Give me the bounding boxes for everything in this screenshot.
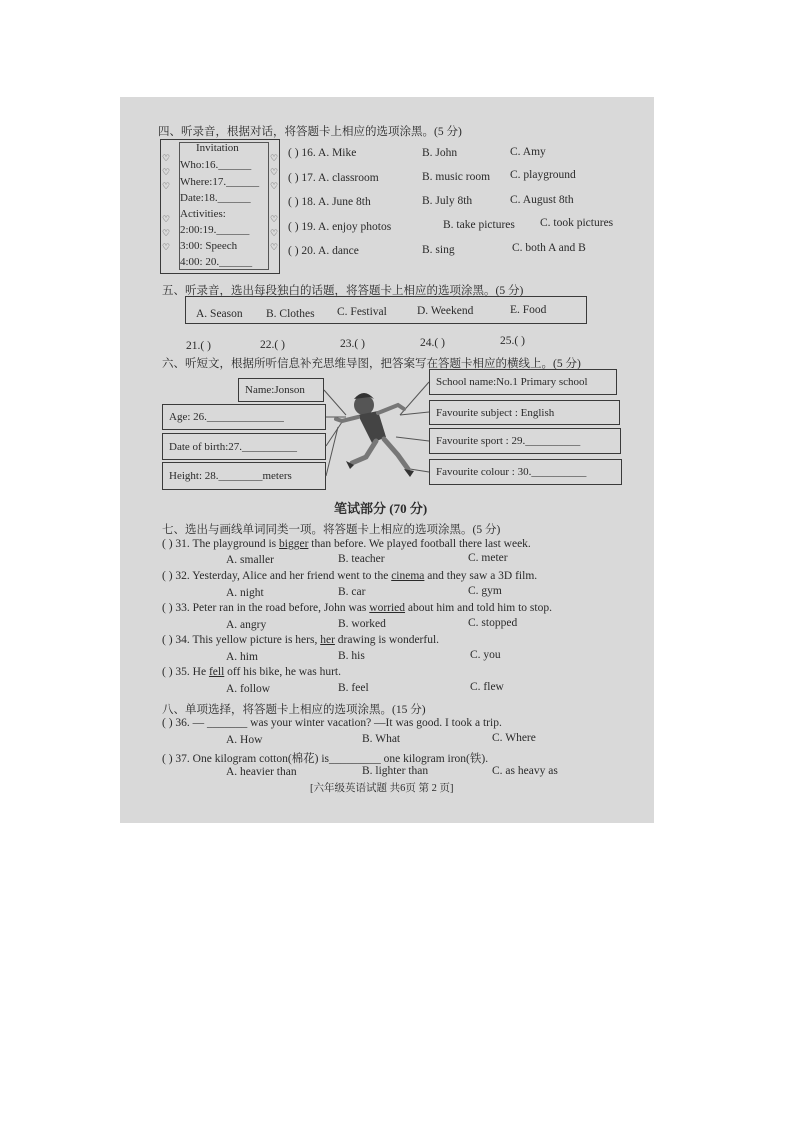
- section8-title: 八、单项选择，将答题卡上相应的选项涂黑。(15 分): [162, 704, 426, 716]
- option-36c: C. Where: [492, 732, 536, 744]
- option-32a: A. night: [226, 587, 264, 599]
- question-36: ( ) 36. — _______ was your winter vacation? —It was good. I took a trip.: [162, 717, 502, 729]
- heart-icon: ♡: [162, 228, 171, 238]
- question-18: ( ) 18. A. June 8th: [288, 196, 371, 208]
- invitation-line: 4:00: 20.______: [180, 256, 253, 268]
- option-33c: C. stopped: [468, 617, 518, 629]
- option-32b: B. car: [338, 586, 366, 598]
- answer-25: 25.( ): [500, 335, 525, 347]
- option-36b: B. What: [362, 733, 401, 745]
- option-32c: C. gym: [468, 585, 502, 597]
- answer-23: 23.( ): [340, 338, 365, 350]
- answer-21: 21.( ): [186, 340, 211, 352]
- topic-option-b: B. Clothes: [266, 308, 315, 320]
- option-31a: A. smaller: [226, 554, 274, 566]
- heart-icon: ♡: [162, 242, 171, 252]
- question-32: ( ) 32. Yesterday, Alice and her friend went to the cinema and they saw a 3D film.: [162, 570, 538, 582]
- option-37b: B. lighter than: [362, 765, 429, 777]
- invitation-line: Where:17.______: [180, 176, 260, 188]
- option-20b: B. sing: [422, 244, 455, 256]
- topic-option-c: C. Festival: [337, 306, 387, 318]
- answer-24: 24.( ): [420, 337, 445, 349]
- option-19b: B. take pictures: [443, 219, 515, 231]
- option-17b: B. music room: [422, 171, 491, 183]
- topic-option-d: D. Weekend: [417, 305, 474, 317]
- heart-icon: ♡: [270, 167, 279, 177]
- option-31c: C. meter: [468, 552, 508, 564]
- invitation-line: Activities:: [180, 208, 226, 220]
- question-16: ( ) 16. A. Mike: [288, 147, 357, 159]
- exam-page: [120, 97, 654, 823]
- option-19c: C. took pictures: [540, 217, 614, 229]
- option-34a: A. him: [226, 651, 258, 663]
- question-17: ( ) 17. A. classroom: [288, 172, 379, 184]
- option-34c: C. you: [470, 649, 501, 661]
- invitation-line: Date:18.______: [180, 192, 251, 204]
- question-35: ( ) 35. He fell off his bike, he was hurt.: [162, 666, 341, 678]
- invitation-line: 3:00: Speech: [180, 240, 238, 252]
- heart-icon: ♡: [270, 153, 279, 163]
- question-34: ( ) 34. This yellow picture is hers, her drawing is wonderful.: [162, 634, 440, 646]
- heart-icon: ♡: [162, 181, 171, 191]
- option-18b: B. July 8th: [422, 195, 473, 207]
- heart-icon: ♡: [270, 181, 279, 191]
- heart-icon: ♡: [162, 153, 171, 163]
- topic-option-e: E. Food: [510, 304, 547, 316]
- answer-22: 22.( ): [260, 339, 285, 351]
- option-16c: C. Amy: [510, 146, 546, 158]
- section7-title: 七、选出与画线单词同类一项。将答题卡上相应的选项涂黑。(5 分): [162, 524, 501, 536]
- mindmap-subject: Favourite subject : English: [429, 400, 620, 425]
- mindmap-colour: Favourite colour : 30.__________: [429, 459, 622, 485]
- mindmap-height: Height: 28.________meters: [162, 462, 326, 490]
- heart-icon: ♡: [270, 242, 279, 252]
- question-37: ( ) 37. One kilogram cotton(棉花) is_________ one kilogram iron(铁).: [162, 753, 489, 765]
- topic-option-a: A. Season: [196, 308, 243, 320]
- invitation-line: Who:16.______: [180, 159, 252, 171]
- mindmap-school: School name:No.1 Primary school: [429, 369, 617, 395]
- mindmap-name: Name:Jonson: [238, 378, 324, 402]
- question-33: ( ) 33. Peter ran in the road before, John was worried about him and told him to stop.: [162, 602, 552, 614]
- question-20: ( ) 20. A. dance: [288, 245, 359, 257]
- option-31b: B. teacher: [338, 553, 385, 565]
- heart-icon: ♡: [162, 214, 171, 224]
- section6-title: 六、听短文，根据所听信息补充思维导图，把答案写在答题卡相应的横线上。(5 分): [162, 358, 581, 370]
- invitation-heading: Invitation: [196, 142, 239, 154]
- option-17c: C. playground: [510, 169, 576, 181]
- option-20c: C. both A and B: [512, 242, 586, 254]
- option-33a: A. angry: [226, 619, 267, 631]
- question-31: ( ) 31. The playground is bigger than before. We played football there last week.: [162, 538, 531, 550]
- option-35a: A. follow: [226, 683, 271, 695]
- option-34b: B. his: [338, 650, 365, 662]
- mindmap-age: Age: 26.______________: [162, 404, 326, 430]
- heart-icon: ♡: [270, 228, 279, 238]
- mindmap-sport: Favourite sport : 29.__________: [429, 428, 621, 454]
- option-37c: C. as heavy as: [492, 765, 558, 777]
- running-boy-illustration: [332, 385, 428, 485]
- option-37a: A. heavier than: [226, 766, 297, 778]
- option-16b: B. John: [422, 147, 458, 159]
- section4-title: 四、听录音，根据对话，将答题卡上相应的选项涂黑。(5 分): [158, 126, 462, 138]
- option-35b: B. feel: [338, 682, 369, 694]
- written-part-title: 笔试部分 (70 分): [334, 501, 428, 516]
- invitation-line: 2:00:19.______: [180, 224, 250, 236]
- page-footer: [六年级英语试题 共6页 第 2 页]: [310, 783, 454, 794]
- heart-icon: ♡: [162, 167, 171, 177]
- option-18c: C. August 8th: [510, 194, 574, 206]
- option-36a: A. How: [226, 734, 263, 746]
- mindmap-birth: Date of birth:27.__________: [162, 433, 326, 460]
- section5-title: 五、听录音，选出每段独白的话题，将答题卡上相应的选项涂黑。(5 分): [162, 285, 524, 297]
- heart-icon: ♡: [270, 214, 279, 224]
- option-33b: B. worked: [338, 618, 386, 630]
- option-35c: C. flew: [470, 681, 504, 693]
- question-19: ( ) 19. A. enjoy photos: [288, 221, 392, 233]
